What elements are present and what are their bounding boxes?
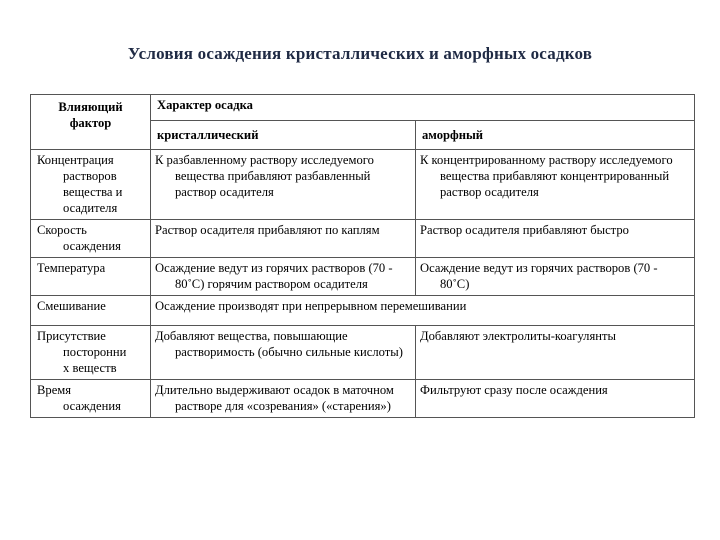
factor-line: Смешивание (37, 299, 106, 313)
crystalline-cell: К разбавленному раствору исследуемого вещества прибавляют разбавленный раствор осадителя (151, 150, 416, 220)
table-row (31, 220, 695, 258)
crystalline-cell: Добавляют вещества, повышающие растворимость (обычно сильные кислоты) (151, 326, 416, 380)
table-header-row (31, 95, 695, 121)
amorphous-cell: Фильтруют сразу после осаждения (416, 380, 695, 418)
header-factor-line: Влияющий (58, 100, 123, 114)
amorphous-cell: Раствор осадителя прибавляют быстро (416, 220, 695, 258)
factor-cell (31, 326, 151, 380)
table-row (31, 296, 695, 326)
factor-line: осаждения (63, 399, 121, 413)
factor-line: посторонни (63, 345, 127, 359)
crystalline-cell: Осаждение ведут из горячих растворов (70 - 80˚С) горячим раствором осадителя (151, 258, 416, 296)
factor-line: вещества и (63, 185, 123, 199)
factor-line: х веществ (63, 361, 117, 375)
factor-cell (31, 380, 151, 418)
factor-line: Время (37, 383, 72, 397)
table-row (31, 150, 695, 220)
header-character: Характер осадка (151, 95, 695, 121)
table-row (31, 380, 695, 418)
factor-line: осаждения (63, 239, 121, 253)
amorphous-cell: Добавляют электролиты-коагулянты (416, 326, 695, 380)
factor-line: осадителя (63, 201, 118, 215)
factor-line: Скорость (37, 223, 87, 237)
factor-line: растворов (63, 169, 117, 183)
factor-line: Присутствие (37, 329, 106, 343)
factor-cell (31, 296, 151, 326)
conditions-table (30, 94, 695, 418)
header-factor-line: фактор (69, 116, 112, 130)
amorphous-cell: К концентрированному раствору исследуемого вещества прибавляют концентрированный раствор осадителя (416, 150, 695, 220)
factor-cell (31, 220, 151, 258)
factor-line: Концентрация (37, 153, 114, 167)
header-crystalline: кристаллический (151, 121, 416, 150)
table-row (31, 258, 695, 296)
crystalline-cell: Раствор осадителя прибавляют по каплям (151, 220, 416, 258)
factor-line: Температура (37, 261, 106, 275)
amorphous-cell: Осаждение ведут из горячих растворов (70 - 80˚С) (416, 258, 695, 296)
merged-cell: Осаждение производят при непрерывном перемешивании (151, 296, 695, 326)
header-factor (31, 95, 151, 150)
factor-cell (31, 258, 151, 296)
crystalline-cell: Длительно выдерживают осадок в маточном растворе для «созревания» («старения») (151, 380, 416, 418)
table-row (31, 326, 695, 380)
page-title: Условия осаждения кристаллических и аморфных осадков (127, 44, 593, 63)
header-amorphous: аморфный (416, 121, 695, 150)
factor-cell (31, 150, 151, 220)
